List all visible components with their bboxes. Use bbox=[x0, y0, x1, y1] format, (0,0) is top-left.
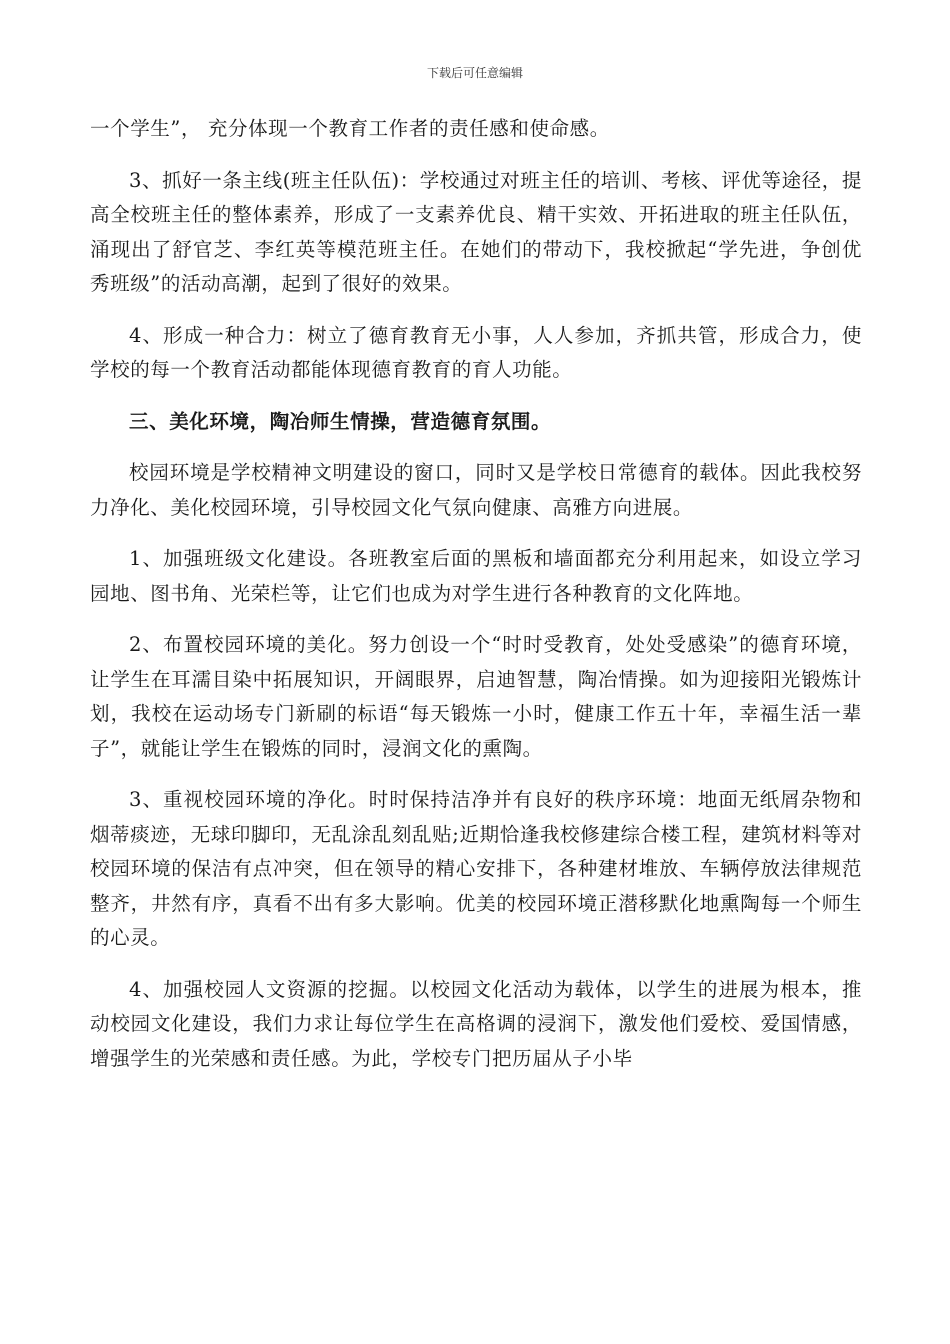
section-heading-3: 三、美化环境，陶冶师生情操，营造德育氛围。 bbox=[129, 409, 552, 433]
paragraph-item-3-main-line: 3、抓好一条主线(班主任队伍)：学校通过对班主任的培训、考核、评优等途径，提高全校班主任的整体素养，形成了一支素养优良、精干实效、开拓进取的班主任队伍，涌现出了舒官芝、李红英等模范班主任。在她们的带动下，我校掀起“学先进，争创优秀班级”的活动高潮，起到了很好的效果。 bbox=[90, 168, 862, 295]
paragraph-item-2-beautify: 2、布置校园环境的美化。努力创设一个“时时受教育，处处受感染”的德育环境，让学生在耳濡目染中拓展知识，开阔眼界，启迪智慧，陶冶情操。如为迎接阳光锻炼计划，我校在运动场专门新刷的标语“每天锻炼一小时，健康工作五十年，幸福生活一辈子”，就能让学生在锻炼的同时，浸润文化的熏陶。 bbox=[90, 633, 862, 760]
paragraph-item-1-class-culture: 1、加强班级文化建设。各班教室后面的黑板和墙面都充分利用起来，如设立学习园地、图书角、光荣栏等，让它们也成为对学生进行各种教育的文化阵地。 bbox=[90, 547, 862, 605]
paragraph-item-3-purify: 3、重视校园环境的净化。时时保持洁净并有良好的秩序环境：地面无纸屑杂物和烟蒂痰迹，无球印脚印，无乱涂乱刻乱贴;近期恰逢我校修建综合楼工程，建筑材料等对校园环境的保洁有点冲突，但在领导的精心安排下，各种建材堆放、车辆停放法律规范整齐，井然有序，真看不出有多大影响。优美的校园环境正潜移默化地熏陶每一个师生的心灵。 bbox=[90, 788, 862, 949]
paragraph-item-4-humanities: 4、加强校园人文资源的挖掘。以校园文化活动为载体，以学生的进展为根本，推动校园文化建设，我们力求让每位学生在高格调的浸润下，激发他们爱校、爱国情感，增强学生的光荣感和责任感。为此，学校专门把历届从子小毕 bbox=[90, 977, 862, 1070]
document-body bbox=[90, 112, 862, 1093]
paragraph-environment-intro: 校园环境是学校精神文明建设的窗口，同时又是学校日常德育的载体。因此我校努力净化、美化校园环境，引导校园文化气氛向健康、高雅方向进展。 bbox=[90, 461, 862, 519]
page-header: 下载后可任意编辑 bbox=[426, 66, 523, 80]
paragraph-continuation: 一个学生”， 充分体现一个教育工作者的责任感和使命感。 bbox=[90, 117, 610, 140]
paragraph-item-4-joint-force: 4、形成一种合力：树立了德育教育无小事，人人参加，齐抓共管，形成合力，使学校的每一个教育活动都能体现德育教育的育人功能。 bbox=[90, 323, 862, 381]
